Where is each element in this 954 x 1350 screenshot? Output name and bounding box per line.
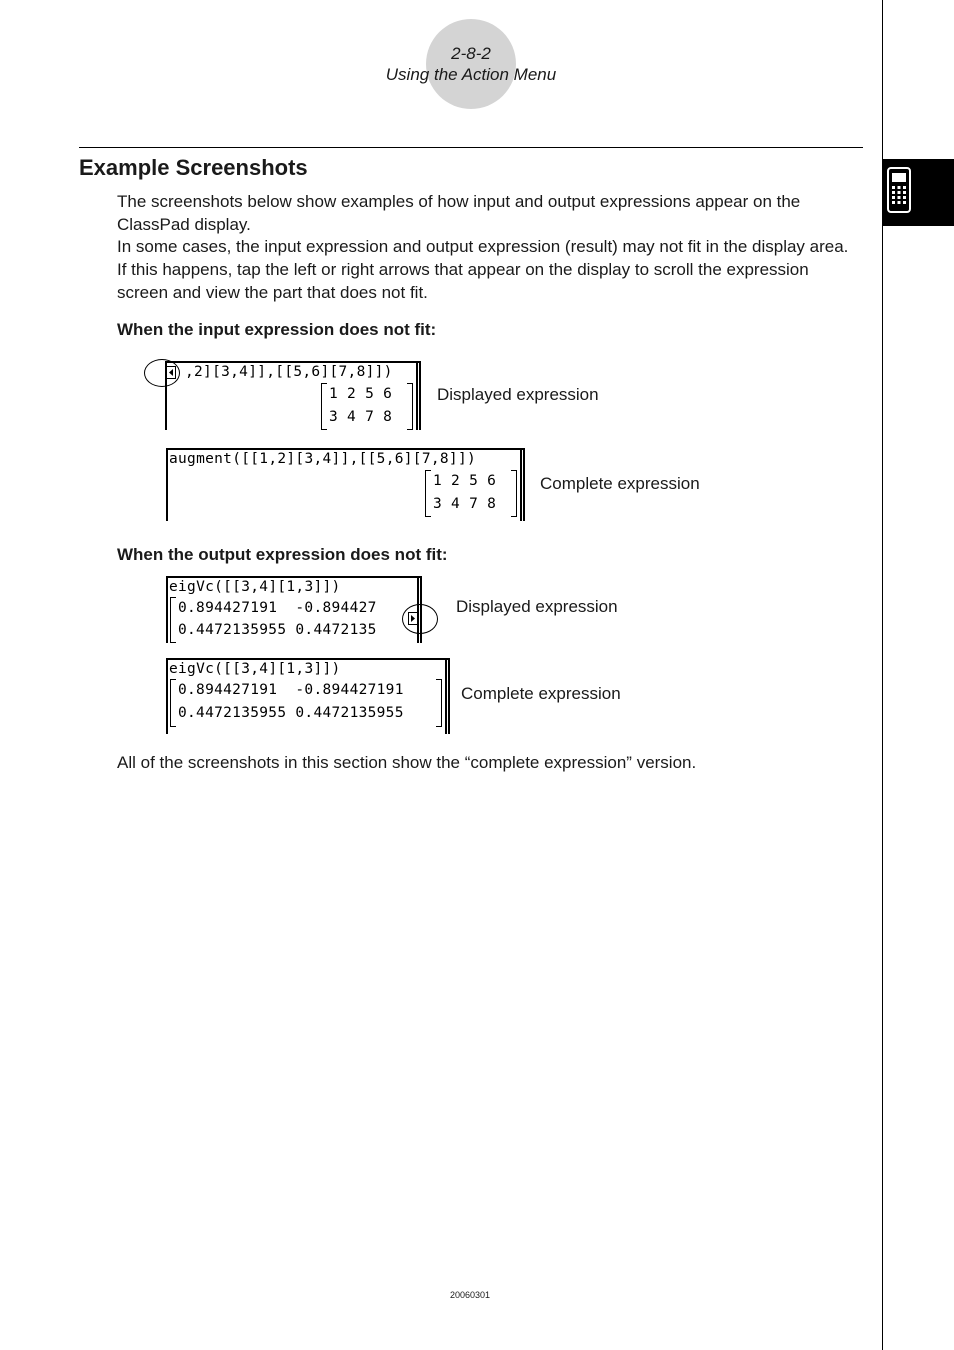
scroll-paragraph: In some cases, the input expression and output expression (result) may not fit in the display area. If this happens, tap the left or right arrows that appear on the display to scroll the expression screen and view the part that does not fit. xyxy=(117,237,849,302)
output-displayed-expression: eigVc([[3,4][1,3]]) xyxy=(169,579,341,595)
section-rule xyxy=(79,147,863,148)
calculator-icon xyxy=(882,159,954,226)
input-displayed-matrix xyxy=(321,383,413,428)
output-displayed-screenshot xyxy=(166,576,421,643)
input-displayed-screenshot xyxy=(165,361,420,431)
input-heading: When the input expression does not fit: xyxy=(117,320,437,339)
input-displayed-caption: Displayed expression xyxy=(437,385,599,404)
input-complete-matrix xyxy=(425,470,517,515)
output-displayed-matrix xyxy=(170,597,416,641)
page-number: 2-8-2 xyxy=(451,44,491,63)
right-arrow-icon xyxy=(408,612,418,625)
input-complete-caption: Complete expression xyxy=(540,474,700,493)
section-title: Example Screenshots xyxy=(79,155,308,180)
matrix-row: 3 4 7 8 xyxy=(329,409,393,425)
output-complete-expression: eigVc([[3,4][1,3]]) xyxy=(169,661,341,677)
footer-code: 20060301 xyxy=(449,1290,491,1300)
section-header-title: Using the Action Menu xyxy=(385,65,557,84)
intro-paragraph: The screenshots below show examples of how input and output expressions appear on the ClassPad display. xyxy=(117,192,801,234)
output-heading: When the output expression does not fit: xyxy=(117,545,448,564)
output-displayed-caption: Displayed expression xyxy=(456,597,618,616)
output-complete-matrix xyxy=(170,679,442,725)
matrix-row: 3 4 7 8 xyxy=(433,496,497,512)
header-circle-decoration xyxy=(426,19,516,109)
matrix-row: 1 2 5 6 xyxy=(329,386,393,402)
closing-paragraph: All of the screenshots in this section show the “complete expression” version. xyxy=(117,753,697,772)
matrix-row: 1 2 5 6 xyxy=(433,473,497,489)
input-complete-screenshot xyxy=(166,448,524,521)
matrix-row: 0.4472135955 0.4472135 xyxy=(178,622,377,638)
left-arrow-icon xyxy=(166,366,176,379)
matrix-row: 0.894427191 -0.894427191 xyxy=(178,682,404,698)
output-complete-caption: Complete expression xyxy=(461,684,621,703)
matrix-row: 0.894427191 -0.894427 xyxy=(178,600,377,616)
input-displayed-expression: ,2][3,4]],[[5,6][7,8]]) xyxy=(185,364,393,380)
input-complete-expression: augment([[1,2][3,4]],[[5,6][7,8]]) xyxy=(169,451,477,467)
output-complete-screenshot xyxy=(166,658,449,734)
matrix-row: 0.4472135955 0.4472135955 xyxy=(178,705,404,721)
chapter-tab xyxy=(882,159,954,226)
